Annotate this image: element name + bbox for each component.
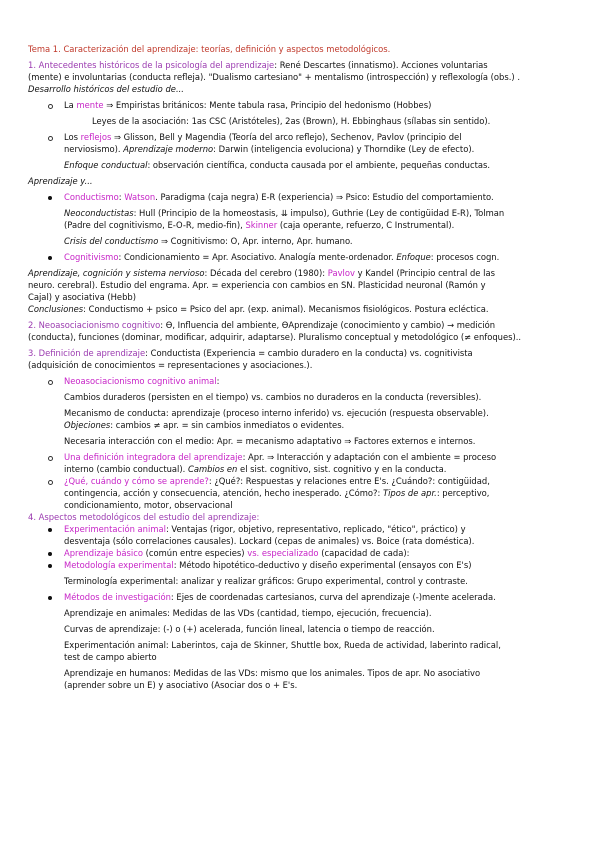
neo-animal-item-3: Objeciones: cambios ≠ apr. = sin cambios inmediatos o evidentes. bbox=[64, 420, 345, 430]
experimentacion-animal-line-2: test de campo abierto bbox=[64, 652, 157, 662]
enfoque-line: Enfoque conductual: observación científica, conducta causada por el ambiente, pequeñas conductas. bbox=[64, 160, 491, 170]
section-3-line-2: (adquisición de conocimientos = representaciones y asociaciones.). bbox=[28, 360, 313, 370]
que-cuando-line-1: ¿Qué, cuándo y cómo se aprende?: ¿Qué?: Respuestas y relaciones entre E's. ¿Cuándo?: contigüidad, bbox=[64, 476, 490, 486]
neoconductistas-line-2: (Padre del cognitivismo, E-O-R, medio-fin), Skinner (caja operante, refuerzo, C Instrumental). bbox=[64, 220, 455, 230]
section-4-heading: 4. Aspectos metodológicos del estudio del aprendizaje: bbox=[28, 512, 260, 522]
experimentacion-animal-line-1: Experimentación animal: Laberintos, caja de Skinner, Shuttle box, Rueda de actividad, laberinto radical, bbox=[64, 640, 501, 650]
dot-bullet-icon bbox=[48, 196, 52, 200]
crisis-line: Crisis del conductismo ⇒ Cognitivismo: O, Apr. interno, Apr. humano. bbox=[64, 236, 353, 246]
conclusiones-line: Conclusiones: Conductismo + psico = Psico del apr. (exp. animal). Mecanismos fisiológicos. Postura ecléctica. bbox=[28, 304, 489, 314]
circle-bullet-icon bbox=[48, 480, 53, 485]
definicion-line-1: Una definición integradora del aprendizaje: Apr. ⇒ Interacción y adaptación con el ambiente = proceso bbox=[64, 452, 497, 462]
circle-bullet-icon bbox=[48, 456, 53, 461]
section-2-line-1: 2. Neoasociacionismo cognitivo: Ɵ, Influencia del ambiente, ƟAprendizaje (conocimiento y cambio) → medición bbox=[28, 320, 496, 330]
neo-animal-item-4: Necesaria interacción con el medio: Apr. = mecanismo adaptativo ⇒ Factores externos e internos. bbox=[64, 436, 476, 446]
circle-bullet-icon bbox=[48, 104, 53, 109]
cognitivismo-line: Cognitivismo: Condicionamiento = Apr. Asociativo. Analogía mente-ordenador. Enfoque: procesos cogn. bbox=[64, 252, 500, 262]
reflejos-line-2: nerviosismo). Aprendizaje moderno: Darwin (inteligencia evoluciona) y Thorndike (Ley de efecto). bbox=[64, 144, 475, 154]
circle-bullet-icon bbox=[48, 136, 53, 141]
metodos-line: Métodos de investigación: Ejes de coordenadas cartesianos, curva del aprendizaje (-)mente acelerada. bbox=[64, 592, 496, 602]
acs-line-2: neuro. cerebral). Estudio del engrama. Apr. = experiencia con cambios en SN. Plasticidad neuronal (Ramón y bbox=[28, 280, 486, 290]
dot-bullet-icon bbox=[48, 564, 52, 568]
section-3-line-1: 3. Definición de aprendizaje: Conductista (Experiencia = cambio duradero en la conducta) vs. cognitivista bbox=[28, 348, 473, 358]
neoconductistas-line-1: Neoconductistas: Hull (Principio de la homeostasis, ⇊ impulso), Guthrie (Ley de contigüidad E-R), Tolman bbox=[64, 208, 505, 218]
section-2-line-2: (conducta), funciones (dominar, modificar, adquirir, adaptarse). Pluralismo conceptual y metodológico (≠ enfoques).. bbox=[28, 332, 522, 342]
section-1-line-2: (mente) e involuntarias (conducta refleja). "Dualismo cartesiano" + mentalismo (introspección) y reflexología (obs.) . bbox=[28, 72, 520, 82]
leyes-line: Leyes de la asociación: 1as CSC (Aristóteles), 2as (Brown), H. Ebbinghaus (sílabas sin sentido). bbox=[92, 116, 491, 126]
neo-animal-item-2: Mecanismo de conducta: aprendizaje (proceso interno inferido) vs. ejecución (respuesta observable). bbox=[64, 408, 489, 418]
section-2-heading: 2. Neoasociacionismo cognitivo bbox=[28, 320, 161, 330]
animales-line: Aprendizaje en animales: Medidas de las VDs (cantidad, tiempo, ejecución, frecuencia). bbox=[64, 608, 432, 618]
section-1-line-1: 1. Antecedentes históricos de la psicología del aprendizaje: René Descartes (innatismo). Acciones voluntarias bbox=[28, 60, 488, 70]
experimentacion-line-2: desventaja (sólo correlaciones causales). Lockard (cepas de animales) vs. Boice (rata doméstica). bbox=[64, 536, 475, 546]
aprendizaje-basico-line: Aprendizaje básico (común entre especies) vs. especializado (capacidad de cada): bbox=[64, 548, 410, 558]
que-cuando-line-3: condicionamiento, motor, observacional bbox=[64, 500, 233, 510]
section-3-heading: 3. Definición de aprendizaje bbox=[28, 348, 146, 358]
humanos-line-1: Aprendizaje en humanos: Medidas de las VDs: mismo que los animales. Tipos de apr. No asociativo bbox=[64, 668, 481, 678]
aprendizaje-y-heading: Aprendizaje y... bbox=[28, 176, 93, 186]
reflejos-line-1: Los reflejos ⇒ Glisson, Bell y Magendia (Teoría del arco reflejo), Sechenov, Pavlov (principio del bbox=[64, 132, 462, 142]
dot-bullet-icon bbox=[48, 552, 52, 556]
acs-line-1: Aprendizaje, cognición y sistema nervioso: Década del cerebro (1980): Pavlov y Kandel (Principio central de las bbox=[28, 268, 495, 278]
humanos-line-2: (aprender sobre un E) y asociativo (Asociar dos o + E's. bbox=[64, 680, 298, 690]
circle-bullet-icon bbox=[48, 380, 53, 385]
document-title: Tema 1. Caracterización del aprendizaje: teorías, definición y aspectos metodológicos. bbox=[28, 44, 391, 54]
dot-bullet-icon bbox=[48, 596, 52, 600]
que-cuando-line-2: contingencia, acción y consecuencia, atención, hecho inesperado. ¿Cómo?: Tipos de apr.: perceptivo, bbox=[64, 488, 490, 498]
mente-line: La mente ⇒ Empiristas británicos: Mente tabula rasa, Principio del hedonismo (Hobbes) bbox=[64, 100, 432, 110]
conductismo-line: Conductismo: Watson. Paradigma (caja negra) E-R (experiencia) ⇒ Psico: Estudio del comportamiento. bbox=[64, 192, 494, 202]
dot-bullet-icon bbox=[48, 256, 52, 260]
terminologia-line: Terminología experimental: analizar y realizar gráficos: Grupo experimental, control y contraste. bbox=[64, 576, 468, 586]
neo-animal-heading: Neoasociacionismo cognitivo animal: bbox=[64, 376, 220, 386]
section-1-heading: 1. Antecedentes históricos de la psicología del aprendizaje bbox=[28, 60, 275, 70]
definicion-line-2: interno (cambio conductual). Cambios en el sist. cognitivo, sist. cognitivo y en la conducta. bbox=[64, 464, 447, 474]
curvas-line: Curvas de aprendizaje: (-) o (+) acelerada, función lineal, latencia o tiempo de reacción. bbox=[64, 624, 435, 634]
dot-bullet-icon bbox=[48, 528, 52, 532]
metodologia-line: Metodología experimental: Método hipotético-deductivo y diseño experimental (ensayos con E's) bbox=[64, 560, 472, 570]
acs-line-3: Cajal) y asociativa (Hebb) bbox=[28, 292, 136, 302]
section-1-subheading: Desarrollo históricos del estudio de... bbox=[28, 84, 184, 94]
neo-animal-item-1: Cambios duraderos (persisten en el tiempo) vs. cambios no duraderos en la conducta (reversibles). bbox=[64, 392, 482, 402]
experimentacion-line-1: Experimentación animal: Ventajas (rigor, objetivo, representativo, replicado, "ético", práctico) y bbox=[64, 524, 466, 534]
